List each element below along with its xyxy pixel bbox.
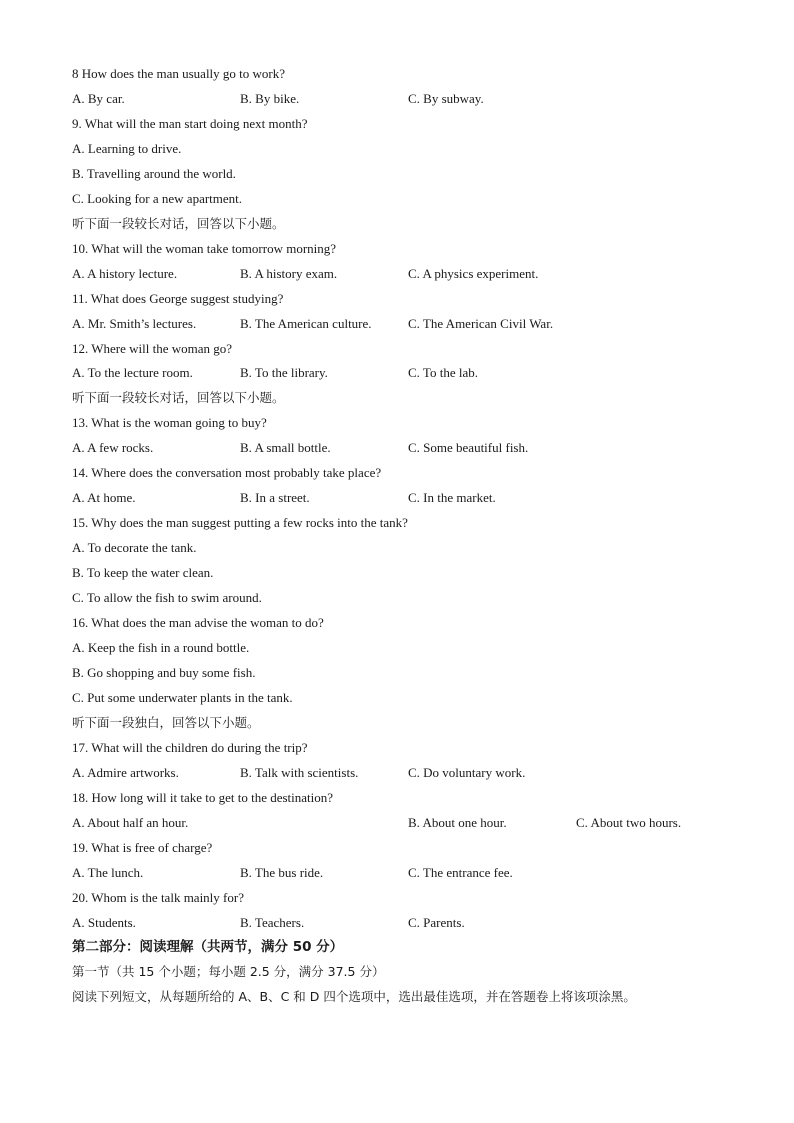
q14-option-a: A. At home.	[72, 490, 136, 505]
q16-option-c: C. Put some underwater plants in the tank.	[72, 690, 293, 705]
question-20: 20. Whom is the talk mainly for?	[72, 890, 244, 905]
q16-option-b: B. Go shopping and buy some fish.	[72, 665, 256, 680]
q12-option-b: B. To the library.	[240, 365, 328, 380]
question-10: 10. What will the woman take tomorrow morning?	[72, 241, 337, 256]
q13-option-c: C. Some beautiful fish.	[408, 440, 529, 455]
q18-option-a: A. About half an hour.	[72, 815, 189, 830]
q10-option-a: A. A history lecture.	[72, 266, 178, 281]
q17-option-c: C. Do voluntary work.	[408, 765, 526, 780]
q18-option-b: B. About one hour.	[408, 815, 507, 830]
q10-option-c: C. A physics experiment.	[408, 266, 539, 281]
instruction-long-dialogue: 听下面一段较长对话，回答以下小题。	[72, 216, 285, 231]
q9-option-b: B. Travelling around the world.	[72, 166, 236, 181]
q18-option-c: C. About two hours.	[576, 815, 682, 830]
q15-option-c: C. To allow the fish to swim around.	[72, 590, 262, 605]
question-11: 11. What does George suggest studying?	[72, 291, 284, 306]
q13-option-a: A. A few rocks.	[72, 440, 154, 455]
q17-option-b: B. Talk with scientists.	[240, 765, 359, 780]
question-15: 15. Why does the man suggest putting a few rocks into the tank?	[72, 515, 408, 530]
q20-option-c: C. Parents.	[408, 915, 465, 930]
q20-option-a: A. Students.	[72, 915, 136, 930]
question-18: 18. How long will it take to get to the destination?	[72, 790, 334, 805]
q19-option-a: A. The lunch.	[72, 865, 144, 880]
q8-option-b: B. By bike.	[240, 91, 300, 106]
question-8: 8 How does the man usually go to work?	[72, 66, 286, 81]
question-13: 13. What is the woman going to buy?	[72, 415, 267, 430]
question-17: 17. What will the children do during the trip?	[72, 740, 308, 755]
q11-option-c: C. The American Civil War.	[408, 316, 554, 331]
q12-option-a: A. To the lecture room.	[72, 365, 193, 380]
q14-option-c: C. In the market.	[408, 490, 496, 505]
q9-option-a: A. Learning to drive.	[72, 141, 182, 156]
instruction-long-dialogue: 听下面一段较长对话，回答以下小题。	[72, 390, 285, 405]
question-14: 14. Where does the conversation most probably take place?	[72, 465, 382, 480]
q9-option-c: C. Looking for a new apartment.	[72, 191, 243, 206]
q14-option-b: B. In a street.	[240, 490, 310, 505]
question-12: 12. Where will the woman go?	[72, 341, 233, 356]
q13-option-b: B. A small bottle.	[240, 440, 331, 455]
q15-option-b: B. To keep the water clean.	[72, 565, 214, 580]
q16-option-a: A. Keep the fish in a round bottle.	[72, 640, 250, 655]
q8-option-a: A. By car.	[72, 91, 125, 106]
q8-option-c: C. By subway.	[408, 91, 484, 106]
q19-option-b: B. The bus ride.	[240, 865, 324, 880]
part2-section1-header: 第一节（共 15 个小题；每小题 2.5 分，满分 37.5 分）	[72, 964, 385, 979]
part2-directions: 阅读下列短文，从每题所给的 A、B、C 和 D 四个选项中，选出最佳选项，并在答题卷上将该项涂黑。	[72, 989, 636, 1004]
q11-option-a: A. Mr. Smith’s lectures.	[72, 316, 197, 331]
q10-option-b: B. A history exam.	[240, 266, 338, 281]
q19-option-c: C. The entrance fee.	[408, 865, 513, 880]
q11-option-b: B. The American culture.	[240, 316, 372, 331]
question-16: 16. What does the man advise the woman to do?	[72, 615, 324, 630]
question-19: 19. What is free of charge?	[72, 840, 213, 855]
instruction-monologue: 听下面一段独白，回答以下小题。	[72, 715, 260, 730]
q20-option-b: B. Teachers.	[240, 915, 305, 930]
q17-option-a: A. Admire artworks.	[72, 765, 179, 780]
q12-option-c: C. To the lab.	[408, 365, 478, 380]
q15-option-a: A. To decorate the tank.	[72, 540, 197, 555]
part2-title: 第二部分：阅读理解（共两节，满分 50 分）	[72, 939, 344, 955]
question-9: 9. What will the man start doing next month?	[72, 116, 308, 131]
